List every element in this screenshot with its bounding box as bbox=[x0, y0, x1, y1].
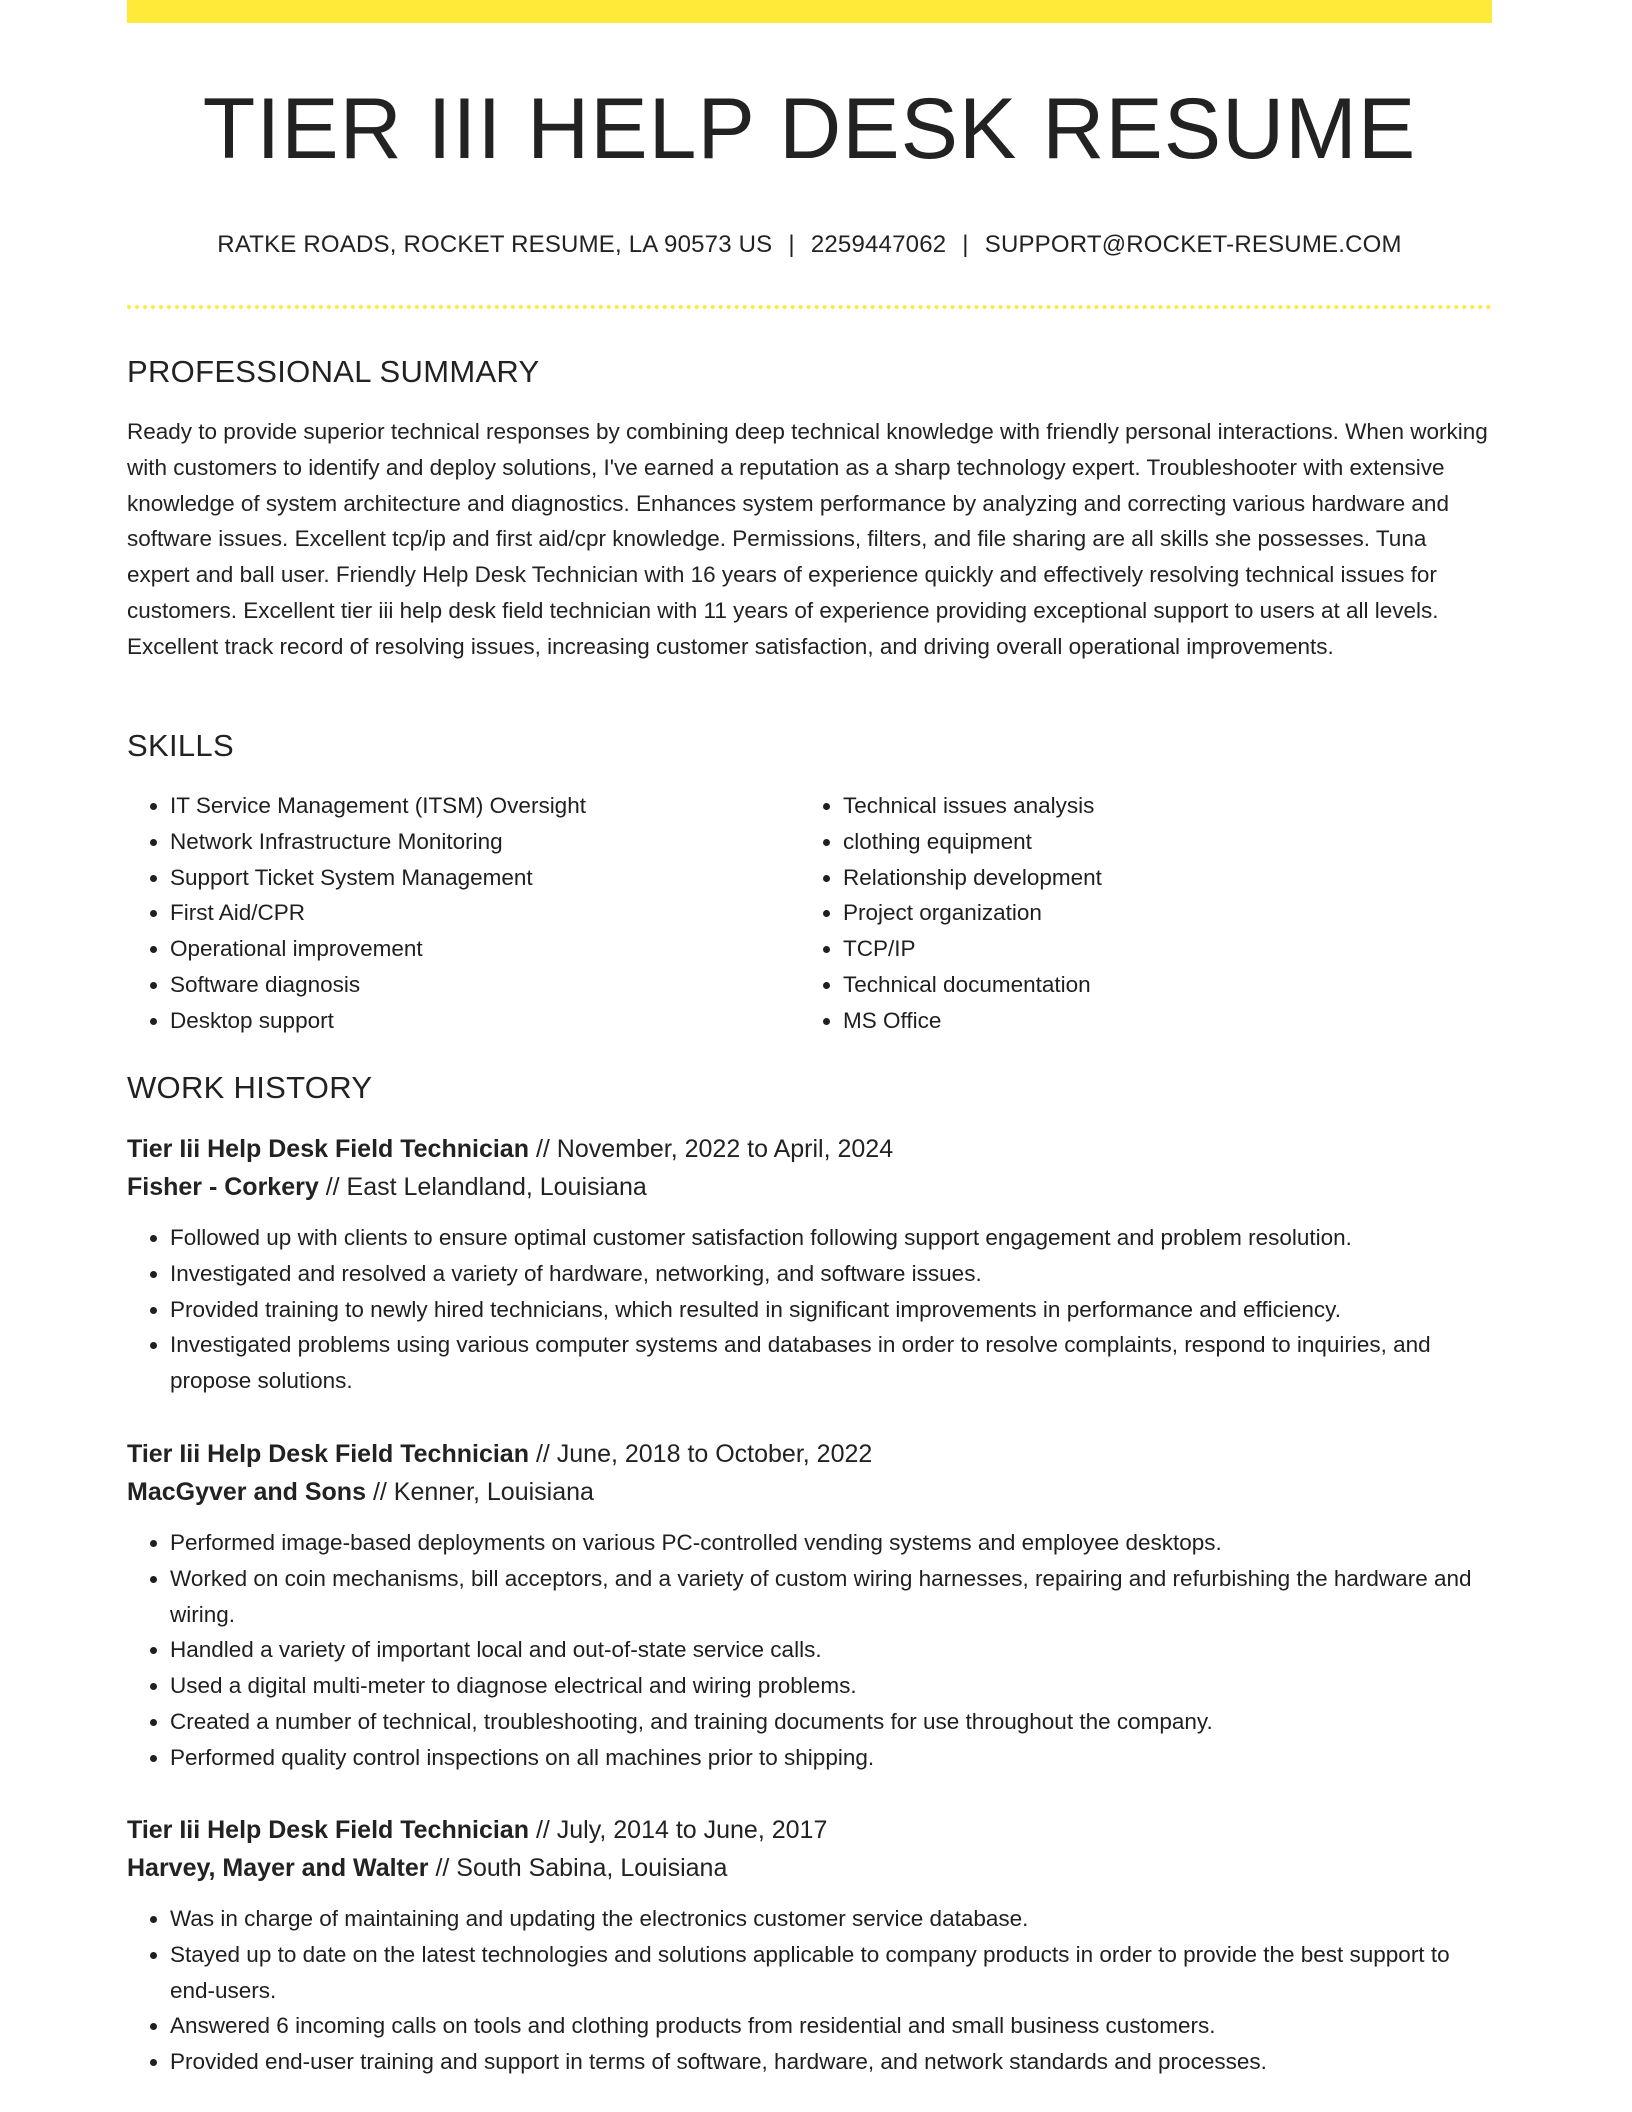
skills-heading: SKILLS bbox=[127, 728, 234, 763]
job-title: Tier Iii Help Desk Field Technician bbox=[127, 1135, 529, 1163]
skill-item: • TCP/IP bbox=[843, 931, 1473, 967]
job-company-line bbox=[127, 1473, 1492, 1511]
skill-item: • Network Infrastructure Monitoring bbox=[170, 824, 800, 860]
job-entry bbox=[127, 1130, 1492, 1399]
job-company: Harvey, Mayer and Walter bbox=[127, 1854, 429, 1882]
job-title-line bbox=[127, 1435, 1492, 1473]
skill-item: • Project organization bbox=[843, 895, 1473, 931]
job-bullet: • Provided training to newly hired technicians, which resulted in significant improvements in performance and efficiency. bbox=[170, 1292, 1492, 1328]
work-history-heading: WORK HISTORY bbox=[127, 1070, 373, 1105]
skill-item: • IT Service Management (ITSM) Oversight bbox=[170, 788, 800, 824]
job-dates: // June, 2018 to October, 2022 bbox=[535, 1440, 873, 1468]
contact-separator: | bbox=[788, 231, 795, 258]
contact-separator: | bbox=[962, 231, 969, 258]
skills-column-right bbox=[800, 788, 1473, 1039]
contact-address: RATKE ROADS, ROCKET RESUME, LA 90573 US bbox=[217, 231, 773, 258]
skill-item: • Support Ticket System Management bbox=[170, 860, 800, 896]
job-title: Tier Iii Help Desk Field Technician bbox=[127, 1440, 529, 1468]
job-bullet: • Performed quality control inspections on all machines prior to shipping. bbox=[170, 1740, 1492, 1776]
job-bullet: • Created a number of technical, troubleshooting, and training documents for use throughout the company. bbox=[170, 1704, 1492, 1740]
job-company: Fisher - Corkery bbox=[127, 1173, 319, 1201]
job-bullet: • Provided end-user training and support in terms of software, hardware, and network standards and processes. bbox=[170, 2044, 1492, 2080]
job-bullet: • Investigated problems using various computer systems and databases in order to resolve complaints, respond to inquiries, and propose solutions. bbox=[170, 1327, 1492, 1399]
job-title: Tier Iii Help Desk Field Technician bbox=[127, 1816, 529, 1844]
job-entry bbox=[127, 1435, 1492, 1776]
skill-item: • Relationship development bbox=[843, 860, 1473, 896]
skill-item: • First Aid/CPR bbox=[170, 895, 800, 931]
job-location: // Kenner, Louisiana bbox=[372, 1478, 594, 1506]
contact-email: SUPPORT@ROCKET-RESUME.COM bbox=[984, 231, 1402, 258]
job-bullet: • Answered 6 incoming calls on tools and clothing products from residential and small business customers. bbox=[170, 2008, 1492, 2044]
skill-item: • Operational improvement bbox=[170, 931, 800, 967]
summary-heading: PROFESSIONAL SUMMARY bbox=[127, 354, 540, 389]
job-dates: // July, 2014 to June, 2017 bbox=[535, 1816, 828, 1844]
job-bullet: • Worked on coin mechanisms, bill acceptors, and a variety of custom wiring harnesses, repairing and refurbishing the hardware and wiring. bbox=[170, 1561, 1492, 1633]
job-company-line bbox=[127, 1168, 1492, 1206]
job-bullet: • Handled a variety of important local and out-of-state service calls. bbox=[170, 1632, 1492, 1668]
contact-line bbox=[127, 229, 1492, 261]
skills-list bbox=[127, 788, 1492, 1039]
job-location: // East Lelandland, Louisiana bbox=[325, 1173, 647, 1201]
skill-item: • Technical documentation bbox=[843, 967, 1473, 1003]
resume-title: TIER III HELP DESK RESUME bbox=[202, 81, 1417, 177]
job-dates: // November, 2022 to April, 2024 bbox=[535, 1135, 894, 1163]
job-bullet: • Used a digital multi-meter to diagnose electrical and wiring problems. bbox=[170, 1668, 1492, 1704]
job-location: // South Sabina, Louisiana bbox=[435, 1854, 728, 1882]
contact-phone: 2259447062 bbox=[810, 231, 947, 258]
job-company-line bbox=[127, 1849, 1492, 1887]
skill-item: • MS Office bbox=[843, 1003, 1473, 1039]
job-bullets bbox=[127, 1901, 1492, 2080]
resume-content bbox=[127, 0, 1492, 2075]
job-bullet: • Investigated and resolved a variety of hardware, networking, and software issues. bbox=[170, 1256, 1492, 1292]
job-bullet: • Followed up with clients to ensure optimal customer satisfaction following support engagement and problem resolution. bbox=[170, 1220, 1492, 1256]
dotted-divider bbox=[127, 305, 1492, 309]
summary-text: Ready to provide superior technical responses by combining deep technical knowledge with friendly personal interactions. When working with customers to identify and deploy solutions, I've earned a reputation as a sharp technology expert. Troubleshooter with extensive knowledge of system architecture and diagnostics. Enhances system performance by analyzing and correcting various hardware and software issues. Excellent tcp/ip and first aid/cpr knowledge. Permissions, filters, and file sharing are all skills she possesses. Tuna expert and ball user. Friendly Help Desk Technician with 16 years of experience quickly and effectively resolving technical issues for customers. Excellent tier iii help desk field technician with 11 years of experience providing exceptional support to users at all levels. Excellent track record of resolving issues, increasing customer satisfaction, and driving overall operational improvements. bbox=[127, 419, 1488, 659]
job-bullet: • Was in charge of maintaining and updating the electronics customer service database. bbox=[170, 1901, 1492, 1937]
job-bullets bbox=[127, 1525, 1492, 1776]
job-bullet: • Stayed up to date on the latest technologies and solutions applicable to company products in order to provide the best support to end-users. bbox=[170, 1937, 1492, 2009]
skill-item: • clothing equipment bbox=[843, 824, 1473, 860]
skill-item: • Technical issues analysis bbox=[843, 788, 1473, 824]
job-entry bbox=[127, 1811, 1492, 2080]
skill-item: • Desktop support bbox=[170, 1003, 800, 1039]
job-title-line bbox=[127, 1811, 1492, 1849]
skills-column-left bbox=[127, 788, 800, 1039]
job-title-line bbox=[127, 1130, 1492, 1168]
job-bullets bbox=[127, 1220, 1492, 1399]
skill-item: • Software diagnosis bbox=[170, 967, 800, 1003]
job-bullet: • Performed image-based deployments on various PC-controlled vending systems and employee desktops. bbox=[170, 1525, 1492, 1561]
job-company: MacGyver and Sons bbox=[127, 1478, 366, 1506]
